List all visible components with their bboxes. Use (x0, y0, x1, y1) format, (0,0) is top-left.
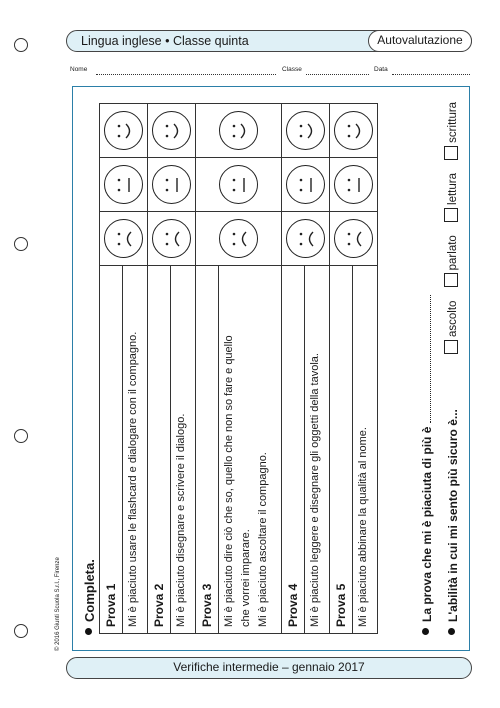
face-cell[interactable] (148, 212, 196, 266)
sad-face-icon[interactable] (286, 219, 325, 258)
nome-label: Nome (70, 66, 88, 73)
prova-statement: Mi è piaciuto dire ciò che so, quello che non so fare e quello (223, 335, 235, 627)
prova-statement: Mi è piaciuto usare le flashcard e dialogare con il compagno. (127, 331, 139, 627)
activity-heading (82, 559, 97, 635)
prova-statement: Mi è piaciuto abbinare la qualità al nome. (357, 427, 369, 627)
header-bar (66, 30, 472, 52)
face-cell[interactable] (100, 212, 148, 266)
prova-text-cell (148, 266, 196, 634)
student-fields (70, 66, 470, 78)
header-title: Lingua inglese • Classe quinta (81, 34, 249, 48)
happy-face-icon[interactable] (104, 111, 143, 150)
copyright: © 2016 Giunti Scuola S.r.l., Firenze (55, 557, 61, 651)
face-cell[interactable] (100, 158, 148, 212)
face-cell[interactable] (330, 158, 378, 212)
checkbox[interactable] (444, 340, 458, 354)
option-label: parlato (447, 235, 459, 271)
favourite-answer-field[interactable] (422, 295, 431, 423)
prova-row (100, 104, 148, 634)
question-favourite-text: La prova che mi è piaciuta di più è (420, 426, 434, 622)
nome-field[interactable] (96, 74, 276, 75)
data-field[interactable] (392, 74, 470, 75)
neutral-face-icon[interactable] (104, 165, 143, 204)
neutral-face-icon[interactable] (334, 165, 373, 204)
bullet-icon (422, 628, 429, 635)
face-cell[interactable] (148, 158, 196, 212)
happy-face-icon[interactable] (219, 111, 258, 150)
prova-label: Prova 4 (282, 266, 305, 633)
checkbox[interactable] (444, 146, 458, 160)
binder-hole (14, 624, 28, 638)
autovalutazione-badge: Autovalutazione (368, 30, 472, 52)
option-lettura[interactable] (444, 173, 459, 222)
prova-row (148, 104, 196, 634)
face-cell[interactable] (196, 104, 282, 158)
prova-text-cell (196, 266, 282, 634)
face-cell[interactable] (282, 212, 330, 266)
face-cell[interactable] (196, 212, 282, 266)
prova-row (196, 104, 282, 634)
binder-hole (14, 38, 28, 52)
sad-face-icon[interactable] (334, 219, 373, 258)
prova-label: Prova 2 (148, 266, 171, 633)
neutral-face-icon[interactable] (219, 165, 258, 204)
rotated-content (74, 88, 468, 649)
option-label: ascolto (447, 300, 459, 337)
prova-label: Prova 3 (196, 266, 219, 633)
bullet-icon (448, 628, 455, 635)
option-ascolto[interactable] (444, 301, 459, 354)
happy-face-icon[interactable] (286, 111, 325, 150)
face-cell[interactable] (330, 104, 378, 158)
face-cell[interactable] (100, 104, 148, 158)
binder-hole (14, 429, 28, 443)
prova-label: Prova 1 (100, 266, 123, 633)
binder-hole (14, 237, 28, 251)
option-scrittura[interactable] (444, 102, 459, 160)
prova-row (282, 104, 330, 634)
option-label: lettura (447, 173, 459, 205)
skill-options (444, 92, 459, 354)
prova-text-cell (282, 266, 330, 634)
neutral-face-icon[interactable] (286, 165, 325, 204)
checkbox[interactable] (444, 273, 458, 287)
face-cell[interactable] (196, 158, 282, 212)
question-favourite (420, 295, 434, 635)
footer-bar: Verifiche intermedie – gennaio 2017 (66, 657, 472, 679)
face-cell[interactable] (282, 158, 330, 212)
question-skill-text: L'abilità in cui mi sento più sicuro è... (446, 409, 460, 622)
question-skill (446, 409, 460, 635)
bullet-icon (85, 628, 92, 635)
sad-face-icon[interactable] (219, 219, 258, 258)
prova-statement: che vorrei imparare. (240, 529, 252, 627)
classe-field[interactable] (306, 74, 369, 75)
prova-row (330, 104, 378, 634)
prova-text-cell (330, 266, 378, 634)
prova-text-cell (100, 266, 148, 634)
face-cell[interactable] (148, 104, 196, 158)
option-label: scrittura (447, 101, 459, 143)
happy-face-icon[interactable] (152, 111, 191, 150)
face-cell[interactable] (282, 104, 330, 158)
checkbox[interactable] (444, 208, 458, 222)
prova-statement: Mi è piaciuto ascoltare il compagno. (257, 452, 269, 627)
heading-text: Completa. (82, 559, 97, 622)
face-cell[interactable] (330, 212, 378, 266)
sad-face-icon[interactable] (152, 219, 191, 258)
option-parlato[interactable] (444, 235, 459, 287)
data-label: Data (374, 66, 388, 73)
prova-statement: Mi è piaciuto leggere e disegnare gli oggetti della tavola. (309, 353, 321, 627)
neutral-face-icon[interactable] (152, 165, 191, 204)
prova-statement: Mi è piaciuto disegnare e scrivere il dialogo. (175, 413, 187, 627)
sad-face-icon[interactable] (104, 219, 143, 258)
happy-face-icon[interactable] (334, 111, 373, 150)
self-assessment-table (99, 103, 378, 634)
classe-label: Classe (282, 66, 302, 73)
prova-label: Prova 5 (330, 266, 353, 633)
